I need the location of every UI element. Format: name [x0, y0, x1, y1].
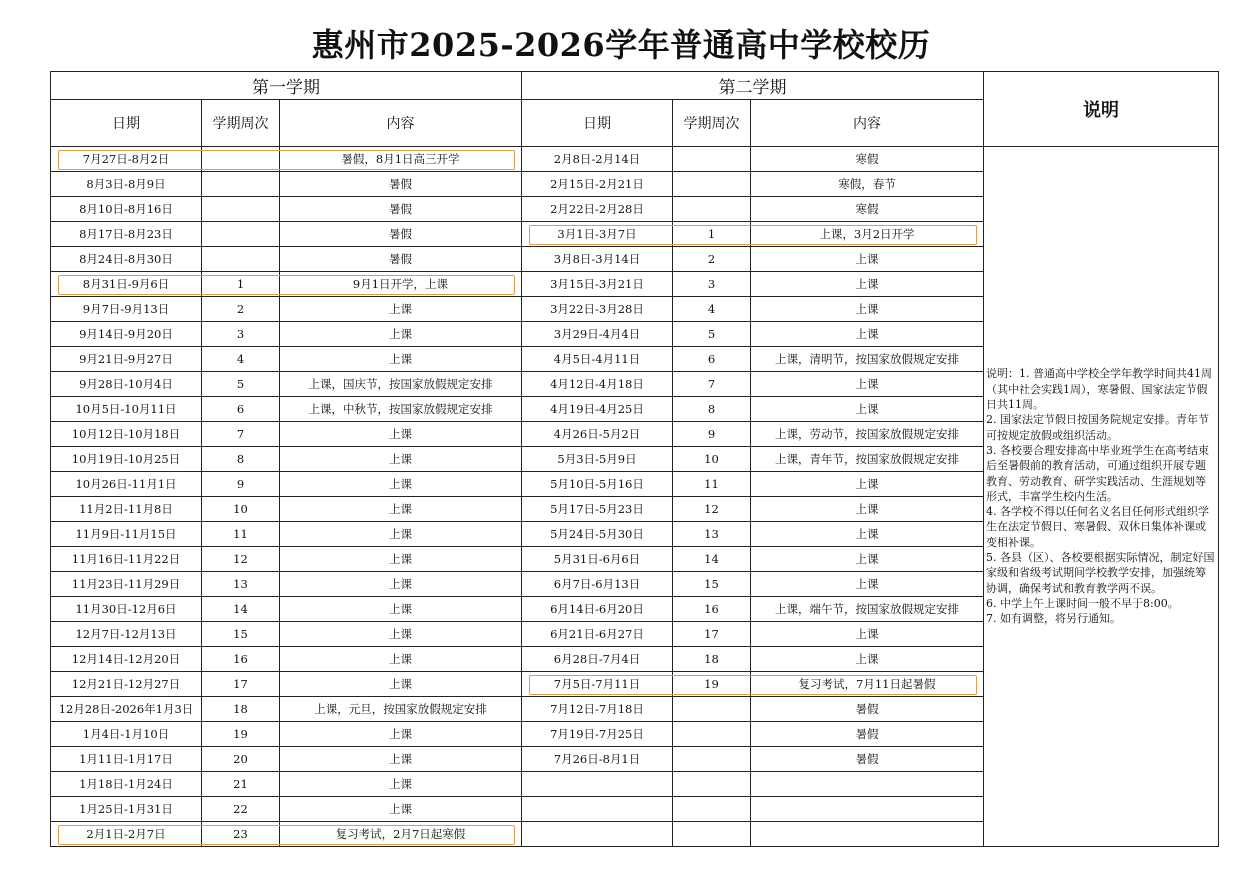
s1-week-cell: 18: [202, 697, 280, 722]
s2-week-cell: [673, 172, 751, 197]
calendar-body: [51, 147, 1219, 847]
notes-cell: [984, 147, 1219, 847]
s1-week-cell: 6: [202, 397, 280, 422]
s1-date-cell: 11月9日-11月15日: [51, 522, 202, 547]
s2-date-cell: 4月12日-4月18日: [522, 372, 673, 397]
s1-week-cell: [202, 247, 280, 272]
s2-date-cell: 6月7日-6月13日: [522, 572, 673, 597]
s1-week-cell: 11: [202, 522, 280, 547]
s1-content-cell: 暑假: [280, 197, 522, 222]
s1-date-cell: 9月28日-10月4日: [51, 372, 202, 397]
s2-date-cell: 7月26日-8月1日: [522, 747, 673, 772]
s1-date-cell: 9月7日-9月13日: [51, 297, 202, 322]
s1-content-cell: 上课: [280, 447, 522, 472]
s1-week-cell: 1: [202, 272, 280, 297]
s1-content-cell: 上课: [280, 622, 522, 647]
s1-content-cell: 上课: [280, 472, 522, 497]
s1-week-cell: 10: [202, 497, 280, 522]
s2-date-cell: 2月8日-2月14日: [522, 147, 673, 172]
s2-content-cell: [751, 772, 984, 797]
note-item: 7. 如有调整，将另行通知。: [986, 612, 1121, 626]
s2-date-cell: 3月8日-3月14日: [522, 247, 673, 272]
s1-date-cell: 10月5日-10月11日: [51, 397, 202, 422]
s1-date-cell: 8月31日-9月6日: [51, 272, 202, 297]
s2-week-cell: 14: [673, 547, 751, 572]
s1-content-cell: 上课: [280, 772, 522, 797]
s1-date-cell: 8月24日-8月30日: [51, 247, 202, 272]
s2-date-cell: 5月31日-6月6日: [522, 547, 673, 572]
s2-week-cell: 13: [673, 522, 751, 547]
s2-week-cell: 15: [673, 572, 751, 597]
s1-week-cell: 14: [202, 597, 280, 622]
s2-content-cell: 上课，青年节，按国家放假规定安排: [751, 447, 984, 472]
s1-week-cell: [202, 172, 280, 197]
s2-week-cell: 5: [673, 322, 751, 347]
s2-content-cell: 上课: [751, 572, 984, 597]
s1-date-cell: 11月2日-11月8日: [51, 497, 202, 522]
s2-week-cell: 17: [673, 622, 751, 647]
s1-content-cell: 暑假: [280, 247, 522, 272]
note-item: 2. 国家法定节假日按国务院规定安排。青年节可按规定放假或组织活动。: [986, 413, 1209, 442]
s1-content-cell: 上课: [280, 547, 522, 572]
s2-content-cell: 上课，劳动节，按国家放假规定安排: [751, 422, 984, 447]
s1-content-cell: 上课: [280, 422, 522, 447]
s1-week-cell: [202, 197, 280, 222]
s1-content-cell: 上课: [280, 572, 522, 597]
s2-date-cell: [522, 822, 673, 847]
s1-week-cell: 21: [202, 772, 280, 797]
s2-content-header: 内容: [751, 100, 984, 147]
s2-content-cell: 上课: [751, 622, 984, 647]
table-row: [51, 147, 1219, 172]
s2-week-header: 学期周次: [673, 100, 751, 147]
s1-content-cell: 上课: [280, 597, 522, 622]
s1-week-cell: 17: [202, 672, 280, 697]
s2-content-cell: 暑假: [751, 747, 984, 772]
s2-content-cell: 暑假: [751, 722, 984, 747]
school-calendar-table: [50, 71, 1219, 847]
s1-week-cell: 9: [202, 472, 280, 497]
s2-content-cell: 上课: [751, 647, 984, 672]
s2-date-cell: 5月3日-5月9日: [522, 447, 673, 472]
s1-date-cell: 2月1日-2月7日: [51, 822, 202, 847]
s2-date-cell: 5月24日-5月30日: [522, 522, 673, 547]
s2-week-cell: 18: [673, 647, 751, 672]
s1-week-header: 学期周次: [202, 100, 280, 147]
s2-week-cell: [673, 822, 751, 847]
s2-week-cell: 8: [673, 397, 751, 422]
s2-content-cell: 上课，3月2日开学: [751, 222, 984, 247]
s1-date-cell: 8月17日-8月23日: [51, 222, 202, 247]
s1-content-header: 内容: [280, 100, 522, 147]
s1-week-cell: 23: [202, 822, 280, 847]
s2-content-cell: 复习考试，7月11日起暑假: [751, 672, 984, 697]
note-item: 5. 各县（区）、各校要根据实际情况，制定好国家级和省级考试期间学校教学安排，加强统筹协调，确保考试和教育教学两不误。: [986, 551, 1215, 595]
s2-week-cell: [673, 722, 751, 747]
s2-date-cell: 5月10日-5月16日: [522, 472, 673, 497]
s2-week-cell: 12: [673, 497, 751, 522]
s1-date-cell: 7月27日-8月2日: [51, 147, 202, 172]
s2-date-cell: 4月26日-5月2日: [522, 422, 673, 447]
s2-date-cell: 4月5日-4月11日: [522, 347, 673, 372]
s1-date-cell: 12月21日-12月27日: [51, 672, 202, 697]
s2-week-cell: [673, 772, 751, 797]
s1-week-cell: 7: [202, 422, 280, 447]
s1-date-cell: 12月14日-12月20日: [51, 647, 202, 672]
s2-date-cell: 3月29日-4月4日: [522, 322, 673, 347]
s2-content-cell: 上课: [751, 397, 984, 422]
semester1-header: 第一学期: [51, 72, 522, 100]
note-item: 说明：1. 普通高中学校全学年教学时间共41周（其中社会实践1周），寒暑假、国家法定节假日共11周。: [986, 367, 1212, 412]
s1-date-cell: 12月7日-12月13日: [51, 622, 202, 647]
note-item: 4. 各学校不得以任何名义名目任何形式组织学生在法定节假日、寒暑假、双休日集体补课或变相补课。: [986, 505, 1209, 549]
s1-date-cell: 10月26日-11月1日: [51, 472, 202, 497]
s1-week-cell: 15: [202, 622, 280, 647]
s2-content-cell: 上课: [751, 472, 984, 497]
s2-date-header: 日期: [522, 100, 673, 147]
s1-content-cell: 上课，国庆节，按国家放假规定安排: [280, 372, 522, 397]
s1-date-cell: 1月11日-1月17日: [51, 747, 202, 772]
s2-content-cell: 上课: [751, 522, 984, 547]
s2-content-cell: 寒假: [751, 147, 984, 172]
s2-date-cell: 2月15日-2月21日: [522, 172, 673, 197]
s2-week-cell: 6: [673, 347, 751, 372]
s1-date-cell: 11月16日-11月22日: [51, 547, 202, 572]
s2-week-cell: 7: [673, 372, 751, 397]
notes-header: 说明: [984, 72, 1219, 147]
s1-content-cell: 上课: [280, 347, 522, 372]
s1-date-cell: 9月21日-9月27日: [51, 347, 202, 372]
s1-content-cell: 上课，元旦，按国家放假规定安排: [280, 697, 522, 722]
s1-content-cell: 上课: [280, 647, 522, 672]
s1-week-cell: 8: [202, 447, 280, 472]
s2-date-cell: 3月15日-3月21日: [522, 272, 673, 297]
s2-content-cell: 上课，端午节，按国家放假规定安排: [751, 597, 984, 622]
note-item: 3. 各校要合理安排高中毕业班学生在高考结束后至暑假前的教育活动，可通过组织开展专题教育、劳动教育、研学实践活动、生涯规划等形式，丰富学生校内生活。: [986, 443, 1209, 503]
s2-week-cell: 3: [673, 272, 751, 297]
s2-week-cell: [673, 147, 751, 172]
s2-content-cell: [751, 822, 984, 847]
s2-date-cell: 6月28日-7月4日: [522, 647, 673, 672]
s1-content-cell: 上课: [280, 672, 522, 697]
s2-content-cell: 上课: [751, 322, 984, 347]
s1-content-cell: 复习考试，2月7日起寒假: [280, 822, 522, 847]
s1-content-cell: 上课: [280, 497, 522, 522]
s2-content-cell: 上课: [751, 547, 984, 572]
s1-date-cell: 9月14日-9月20日: [51, 322, 202, 347]
s1-content-cell: 上课，中秋节，按国家放假规定安排: [280, 397, 522, 422]
s1-content-cell: 上课: [280, 797, 522, 822]
s2-content-cell: 上课: [751, 247, 984, 272]
s2-week-cell: [673, 697, 751, 722]
s2-date-cell: 7月5日-7月11日: [522, 672, 673, 697]
semester2-header: 第二学期: [522, 72, 984, 100]
s2-date-cell: 5月17日-5月23日: [522, 497, 673, 522]
s2-date-cell: 7月12日-7月18日: [522, 697, 673, 722]
s2-date-cell: [522, 772, 673, 797]
s1-date-header: 日期: [51, 100, 202, 147]
s1-week-cell: 16: [202, 647, 280, 672]
s1-date-cell: 1月18日-1月24日: [51, 772, 202, 797]
s1-week-cell: 4: [202, 347, 280, 372]
s1-week-cell: [202, 147, 280, 172]
s2-content-cell: 寒假: [751, 197, 984, 222]
s2-week-cell: [673, 747, 751, 772]
s1-week-cell: [202, 222, 280, 247]
s2-week-cell: 1: [673, 222, 751, 247]
s2-date-cell: 6月14日-6月20日: [522, 597, 673, 622]
s2-date-cell: 3月22日-3月28日: [522, 297, 673, 322]
s2-week-cell: 16: [673, 597, 751, 622]
s2-content-cell: [751, 797, 984, 822]
s1-week-cell: 3: [202, 322, 280, 347]
s2-date-cell: [522, 797, 673, 822]
s2-week-cell: [673, 797, 751, 822]
s2-content-cell: 上课，清明节，按国家放假规定安排: [751, 347, 984, 372]
s1-week-cell: 13: [202, 572, 280, 597]
s1-content-cell: 上课: [280, 297, 522, 322]
s1-date-cell: 1月4日-1月10日: [51, 722, 202, 747]
s2-week-cell: [673, 197, 751, 222]
s1-date-cell: 12月28日-2026年1月3日: [51, 697, 202, 722]
s2-week-cell: 11: [673, 472, 751, 497]
page-title: 惠州市2025-2026学年普通高中学校校历: [311, 26, 931, 64]
s2-content-cell: 寒假，春节: [751, 172, 984, 197]
s1-date-cell: 11月30日-12月6日: [51, 597, 202, 622]
note-item: 6. 中学上午上课时间一般不早于8:00。: [986, 596, 1179, 610]
s2-week-cell: 19: [673, 672, 751, 697]
s1-date-cell: 11月23日-11月29日: [51, 572, 202, 597]
s2-content-cell: 上课: [751, 372, 984, 397]
s1-content-cell: 暑假: [280, 222, 522, 247]
s2-date-cell: 6月21日-6月27日: [522, 622, 673, 647]
s1-content-cell: 暑假，8月1日高三开学: [280, 147, 522, 172]
s1-content-cell: 上课: [280, 722, 522, 747]
s1-date-cell: 10月19日-10月25日: [51, 447, 202, 472]
s2-content-cell: 上课: [751, 297, 984, 322]
s1-content-cell: 暑假: [280, 172, 522, 197]
s1-week-cell: 22: [202, 797, 280, 822]
s1-date-cell: 8月10日-8月16日: [51, 197, 202, 222]
s2-content-cell: 暑假: [751, 697, 984, 722]
s1-date-cell: 10月12日-10月18日: [51, 422, 202, 447]
s1-week-cell: 2: [202, 297, 280, 322]
s2-week-cell: 9: [673, 422, 751, 447]
s1-week-cell: 12: [202, 547, 280, 572]
s1-week-cell: 19: [202, 722, 280, 747]
s1-week-cell: 5: [202, 372, 280, 397]
s2-week-cell: 4: [673, 297, 751, 322]
s1-week-cell: 20: [202, 747, 280, 772]
s2-date-cell: 4月19日-4月25日: [522, 397, 673, 422]
s2-date-cell: 3月1日-3月7日: [522, 222, 673, 247]
s2-date-cell: 7月19日-7月25日: [522, 722, 673, 747]
s1-date-cell: 1月25日-1月31日: [51, 797, 202, 822]
s1-content-cell: 上课: [280, 747, 522, 772]
s1-content-cell: 上课: [280, 322, 522, 347]
s2-week-cell: 10: [673, 447, 751, 472]
s2-date-cell: 2月22日-2月28日: [522, 197, 673, 222]
s2-content-cell: 上课: [751, 272, 984, 297]
s2-week-cell: 2: [673, 247, 751, 272]
s1-content-cell: 9月1日开学，上课: [280, 272, 522, 297]
s1-content-cell: 上课: [280, 522, 522, 547]
s2-content-cell: 上课: [751, 497, 984, 522]
s1-date-cell: 8月3日-8月9日: [51, 172, 202, 197]
